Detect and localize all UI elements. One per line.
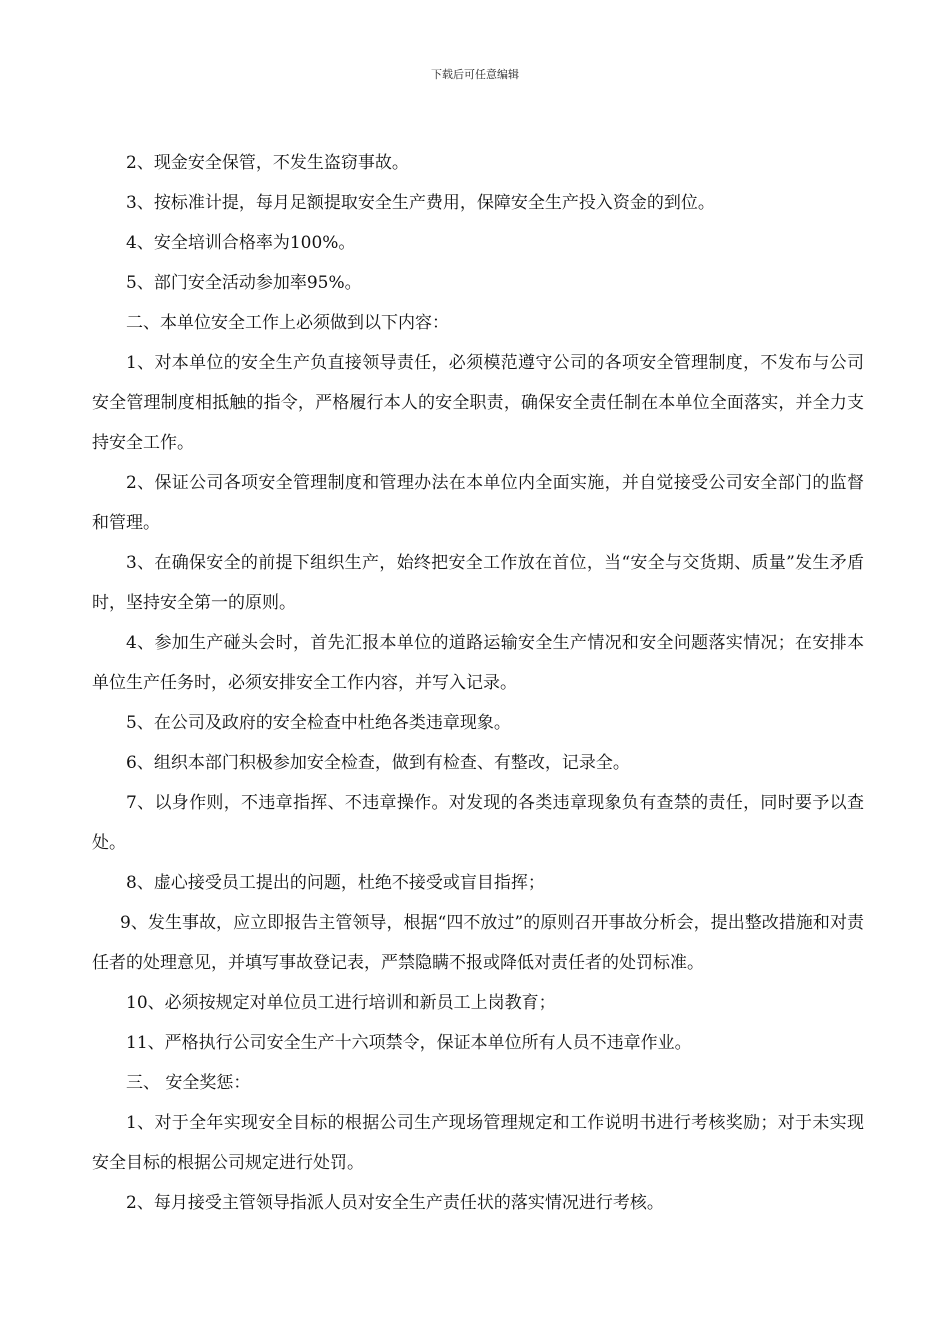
paragraph-duty-11: 11、严格执行公司安全生产十六项禁令，保证本单位所有人员不违章作业。 [126,1033,692,1053]
paragraph-duty-7: 7、以身作则，不违章指挥、不违章操作。对发现的各类违章现象负有查禁的责任，同时要予以查处。 [92,793,864,853]
paragraph-duty-6: 6、组织本部门积极参加安全检查，做到有检查、有整改，记录全。 [126,753,630,773]
paragraph-training-pass-rate: 4、安全培训合格率为100%。 [126,233,356,253]
paragraph-duty-5: 5、在公司及政府的安全检查中杜绝各类违章现象。 [126,713,511,733]
document-body [92,143,864,1223]
paragraph-duty-10: 10、必须按规定对单位员工进行培训和新员工上岗教育； [126,993,556,1013]
paragraph-duty-2: 2、保证公司各项安全管理制度和管理办法在本单位内全面实施，并自觉接受公司安全部门的监督和管理。 [92,473,864,533]
page-header-note: 下载后可任意编辑 [431,68,519,81]
section-heading-unit-duties: 二、本单位安全工作上必须做到以下内容： [126,313,449,333]
paragraph-duty-4: 4、参加生产碰头会时，首先汇报本单位的道路运输安全生产情况和安全问题落实情况；在安排本单位生产任务时，必须安排安全工作内容，并写入记录。 [92,633,864,693]
paragraph-reward-2: 2、每月接受主管领导指派人员对安全生产责任状的落实情况进行考核。 [126,1193,664,1213]
section-heading-rewards-penalties: 三、 安全奖惩： [126,1073,251,1093]
paragraph-duty-8: 8、虚心接受员工提出的问题，杜绝不接受或盲目指挥； [126,873,545,893]
paragraph-reward-1: 1、对于全年实现安全目标的根据公司生产现场管理规定和工作说明书进行考核奖励；对于未实现安全目标的根据公司规定进行处罚。 [92,1113,864,1173]
paragraph-safety-funding: 3、按标准计提，每月足额提取安全生产费用，保障安全生产投入资金的到位。 [126,193,715,213]
paragraph-duty-3: 3、在确保安全的前提下组织生产，始终把安全工作放在首位，当“安全与交货期、质量”发生矛盾时，坚持安全第一的原则。 [92,553,864,613]
paragraph-cash-safekeeping: 2、现金安全保管，不发生盗窃事故。 [126,153,409,173]
paragraph-duty-9: 9、发生事故，应立即报告主管领导，根据“四不放过”的原则召开事故分析会，提出整改措施和对责任者的处理意见，并填写事故登记表，严禁隐瞒不报或降低对责任者的处罚标准。 [92,913,864,973]
paragraph-duty-1: 1、对本单位的安全生产负直接领导责任，必须模范遵守公司的各项安全管理制度，不发布与公司安全管理制度相抵触的指令，严格履行本人的安全职责，确保安全责任制在本单位全面落实，并全力支持安全工作。 [92,353,864,453]
paragraph-activity-participation: 5、部门安全活动参加率95%。 [126,273,362,293]
